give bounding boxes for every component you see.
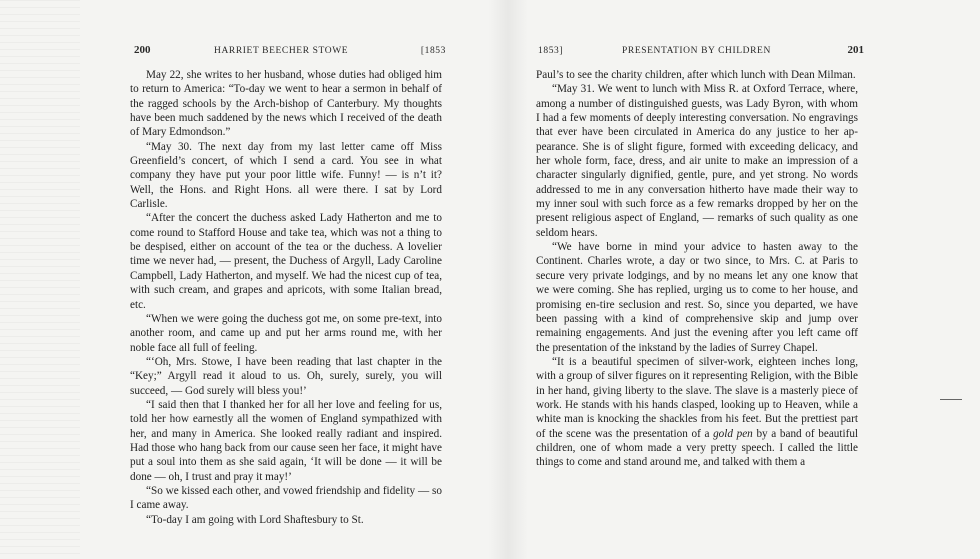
right-running-year: 1853] [538, 46, 564, 56]
left-running-year: [1853 [420, 46, 446, 56]
paragraph: “I said then that I thanked her for all her love and feeling for us, told her how earnestly all the women of England sympathized with her, and many in America. She looked really radiant and inspired. Had those who hang back from our cause seen her face, it might have put a soul into them as she said again, ‘It will be done — it will be done — oh, I trust and pray it may!’ [130, 398, 442, 483]
right-running-head [536, 44, 864, 60]
paragraph: “May 31. We went to lunch with Miss R. at Oxford Terrace, where, among a number of distinguished guests, was Lady Byron, with whom I had a few moments of deeply interesting conversation. No engravings that ever have been circulated in America do any justice to her ap-pearance. She is of slight figure, formed with exceeding delicacy, and her whole form, face, dress, and air unite to make an impression of a character singularly dignified, gentle, pure, and yet strong. No words addressed to me in any conversation hitherto have made their way to my inner soul with such force as a few remarks dropped by her on the present religious aspect of England, — remarks of such quality as one seldom hears. [536, 83, 858, 239]
left-body-text [130, 68, 442, 527]
paragraph: “So we kissed each other, and vowed friendship and fidelity — so I came away. [130, 484, 442, 512]
paragraph: “After the concert the duchess asked Lady Hatherton and me to come round to Stafford House and take tea, which was not a thing to be despised, either on account of the tea or the duchess. A lovelier time we never had, — present, the Duchess of Argyll, Lady Caroline Campbell, Lady Hatherton, and myself. We had the nicest cup of tea, with such cream, and grapes and apricots, with some Italian bread, etc. [130, 212, 442, 311]
paragraph: “May 30. The next day from my last letter came off Miss Greenfield’s concert, of which I send a card. You see in what company they have put your poor little wife. Funny! — is n’t it? Well, the Hons. and Right Hons. all were there. I sat by Lord Carlisle. [130, 140, 442, 211]
scan-edge-noise [0, 0, 80, 559]
right-page [536, 44, 864, 470]
right-body-text [536, 68, 858, 470]
continued-paragraph: Paul’s to see the charity children, after which lunch with Dean Milman. [536, 69, 856, 81]
right-running-title: PRESENTATION BY CHILDREN [622, 46, 771, 56]
gutter-shadow [488, 0, 528, 559]
paragraph: “When we were going the duchess got me, on some pre-text, into another room, and came up and put her arms round me, with her noble face all full of feeling. [130, 312, 442, 354]
paragraph [536, 355, 858, 470]
left-page [130, 44, 446, 527]
margin-mark [940, 399, 962, 400]
paragraph-text: by a band of beautiful children, one of whom made a very pretty speech. I called the little things to come and stand around me, and talked with them a [536, 427, 859, 469]
paragraph: “To-day I am going with Lord Shaftesbury to St. [146, 513, 364, 526]
paragraph: “We have borne in mind your advice to hasten away to the Continent. Charles wrote, a day or two since, to Mrs. C. at Paris to secure very private lodgings, and by no means let any one know that we were coming. She has replied, urging us to come to her house, and promising en-tire seclusion and rest. So, since you departed, we have been passing with a kind of comprehensive skip and jump over remaining engagements. And just the evening after you left came off the presentation of the inkstand by the ladies of Surrey Chapel. [536, 241, 858, 354]
left-running-title: HARRIET BEECHER STOWE [214, 46, 349, 56]
paragraph-text: “It is a beautiful specimen of silver-work, eighteen inches long, with a group of silver figures on it representing Religion, with the Bible in her hand, giving liberty to the slave. The slave is a masterly piece of work. He stands with his hands clasped, looking up to Heaven, while a white man is knocking the shackles from his feet. But the prettiest part of the scene was the presentation of a [536, 355, 858, 440]
paragraph: “‘Oh, Mrs. Stowe, I have been reading that last chapter in the “Key;” Argyll read it aloud to us. Oh, surely, surely, you will succeed, — God surely will bless you!’ [130, 355, 442, 397]
paragraph: May 22, she writes to her husband, whose duties had obliged him to return to America: “To-day we went to hear a sermon in behalf of the ragged schools by the Arch-bishop of Canterbury. My thoughts have been much saddened by the news which I received of the death of Mary Edmondson.” [130, 69, 442, 139]
left-page-number: 200 [134, 44, 151, 56]
italic-phrase: gold pen [713, 427, 753, 440]
left-running-head [130, 44, 446, 60]
right-page-number: 201 [847, 44, 864, 56]
